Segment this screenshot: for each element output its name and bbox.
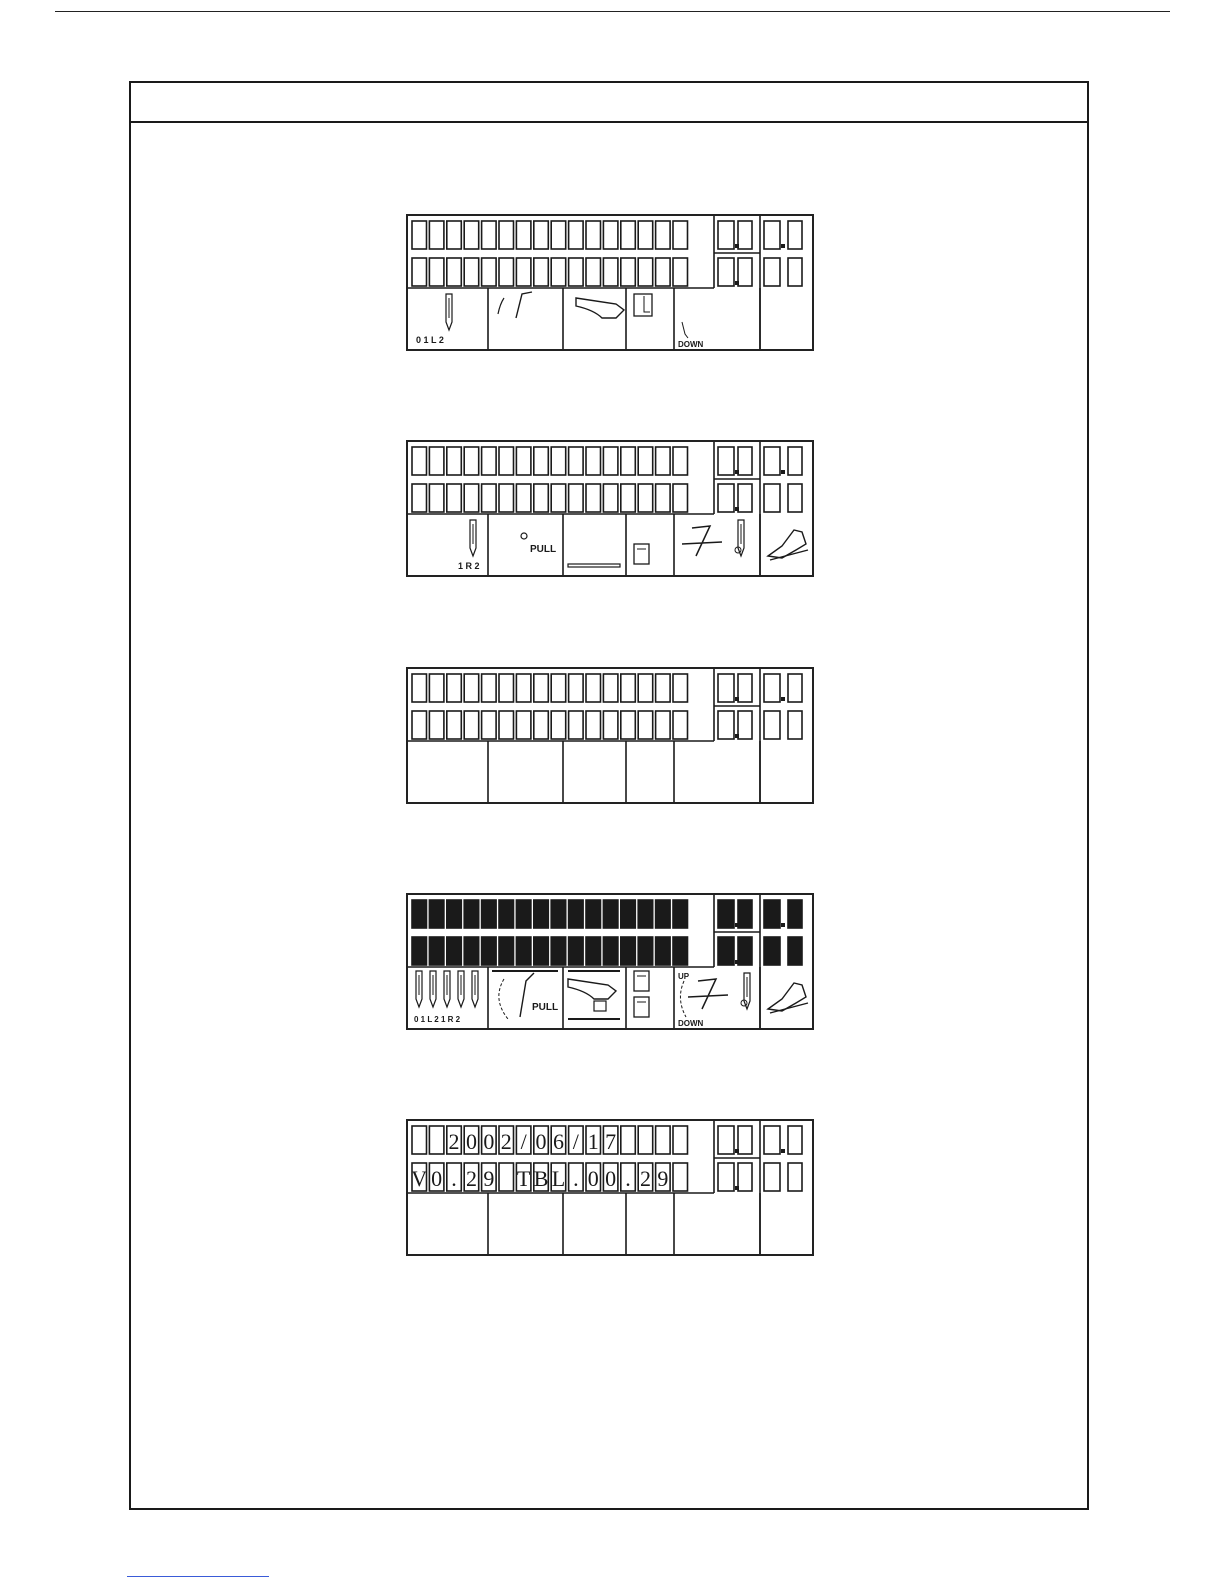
char-cell-r2-c7	[516, 484, 531, 512]
char-cell-r2-c8	[534, 258, 549, 286]
char-cell-r1-c15	[656, 1126, 671, 1154]
char-cell-r1-c10	[569, 900, 584, 928]
char-glyph-r2-c12: 0	[605, 1166, 617, 1191]
decimal-point-r1-d3	[781, 244, 785, 248]
page-top-icon	[634, 971, 649, 991]
top-rule	[55, 11, 1170, 12]
lcd-panel-alternate-icons	[406, 440, 814, 577]
digit-cell-r2-d2	[738, 258, 752, 286]
decimal-point-r1-d3	[781, 470, 785, 474]
char-cell-r1-c12	[603, 900, 618, 928]
char-cell-r1-c14	[638, 1126, 653, 1154]
down-label: DOWN	[678, 1019, 704, 1028]
char-cell-r2-c12	[603, 258, 618, 286]
digit-cell-r2-d4	[788, 937, 802, 965]
char-cell-r1-c2	[429, 900, 444, 928]
presser-foot-icon-shape	[576, 298, 624, 318]
char-cell-r1-c5	[482, 674, 497, 702]
char-cell-r2-c7	[516, 937, 531, 965]
char-cell-r1-c14	[638, 674, 653, 702]
char-cell-r1-c1	[412, 221, 427, 249]
digit-cell-r1-d2	[738, 900, 752, 928]
needle-3-icon	[444, 971, 450, 1007]
char-cell-r1-c12	[603, 674, 618, 702]
char-cell-r1-c7	[516, 447, 531, 475]
thread-cutter-icon-path	[688, 979, 728, 1009]
page-bottom-icon-rect	[634, 997, 649, 1017]
char-cell-r1-c2	[429, 674, 444, 702]
char-cell-r1-c7	[516, 221, 531, 249]
sewing-foot-icon	[768, 530, 808, 560]
needle-2-icon	[430, 971, 436, 1007]
char-glyph-r2-c4: 2	[465, 1166, 477, 1191]
digit-cell-r1-d3	[764, 1126, 780, 1154]
needle-icon	[470, 520, 476, 556]
char-glyph-r1-c8: 0	[535, 1129, 547, 1154]
char-cell-r2-c16	[673, 1163, 688, 1191]
footer-link-underline	[127, 1576, 269, 1577]
char-cell-r1-c11	[586, 900, 601, 928]
char-cell-r1-c13	[621, 447, 636, 475]
digit-cell-r2-d1	[718, 937, 734, 965]
digit-cell-r1-d1	[718, 674, 734, 702]
digit-cell-r2-d2	[738, 711, 752, 739]
char-cell-r2-c9	[551, 937, 566, 965]
tension-arc-2	[516, 292, 532, 318]
char-cell-r2-c11	[586, 711, 601, 739]
char-cell-r2-c2	[429, 711, 444, 739]
sewing-foot-icon-base	[770, 1003, 808, 1013]
decimal-point-r1-d3	[781, 923, 785, 927]
digit-cell-r1-d1	[718, 1126, 734, 1154]
digit-cell-r2-d3	[764, 484, 780, 512]
char-cell-r1-c5	[482, 447, 497, 475]
char-cell-r2-c14	[638, 484, 653, 512]
char-glyph-r1-c10: /	[572, 1129, 579, 1154]
digit-cell-r2-d3	[764, 937, 780, 965]
thread-cutter-icon	[682, 526, 741, 556]
lcd-svg	[408, 1121, 812, 1254]
pull-indicator-icon	[521, 533, 527, 539]
tension-arc-1	[498, 298, 504, 314]
multi-needle-label: 0 1 L 2 1 R 2	[414, 1015, 461, 1024]
char-glyph-r1-c3: 2	[448, 1129, 460, 1154]
page-icon	[634, 544, 649, 564]
char-cell-r2-c12	[603, 484, 618, 512]
char-glyph-r2-c1: V	[411, 1166, 428, 1191]
char-glyph-r2-c3: .	[451, 1166, 457, 1191]
char-cell-r2-c10	[569, 484, 584, 512]
char-cell-r1-c5	[482, 900, 497, 928]
digit-cell-r2-d1	[718, 1163, 734, 1191]
down-arrow-icon	[682, 322, 688, 338]
char-cell-r2-c5	[482, 258, 497, 286]
char-cell-r2-c3	[447, 258, 462, 286]
needle-1-icon	[416, 971, 422, 1007]
char-glyph-r2-c2: 0	[431, 1166, 443, 1191]
digit-cell-r2-d1	[718, 711, 734, 739]
char-cell-r1-c13	[621, 1126, 636, 1154]
foot-plate	[594, 1001, 606, 1011]
char-cell-r1-c14	[638, 900, 653, 928]
char-cell-r2-c4	[464, 937, 479, 965]
char-cell-r2-c14	[638, 937, 653, 965]
char-cell-r1-c11	[586, 221, 601, 249]
char-cell-r1-c9	[551, 674, 566, 702]
char-cell-r2-c11	[586, 484, 601, 512]
char-cell-r1-c11	[586, 674, 601, 702]
stitch-inner	[644, 296, 650, 312]
sewing-foot-icon-shape	[768, 530, 806, 558]
char-cell-r1-c9	[551, 447, 566, 475]
char-cell-r1-c12	[603, 447, 618, 475]
char-cell-r1-c1	[412, 447, 427, 475]
char-cell-r1-c13	[621, 221, 636, 249]
sewing-foot-icon-base	[770, 550, 808, 560]
sewing-foot-icon-shape	[768, 983, 806, 1011]
digit-cell-r2-d4	[788, 711, 802, 739]
char-cell-r1-c10	[569, 221, 584, 249]
needle-5-icon	[472, 971, 478, 1007]
char-cell-r2-c14	[638, 258, 653, 286]
char-glyph-r1-c7: /	[520, 1129, 527, 1154]
char-cell-r2-c3	[447, 937, 462, 965]
needle-position-label: 0 1 L 2	[416, 335, 444, 345]
char-cell-r1-c1	[412, 1126, 427, 1154]
char-cell-r1-c8	[534, 221, 549, 249]
char-cell-r1-c10	[569, 674, 584, 702]
char-glyph-r2-c8: B	[533, 1166, 549, 1191]
digit-cell-r2-d4	[788, 484, 802, 512]
char-cell-r1-c15	[656, 674, 671, 702]
char-cell-r2-c3	[447, 484, 462, 512]
char-cell-r1-c4	[464, 447, 479, 475]
presser-foot-shape-shape	[568, 979, 616, 999]
char-cell-r2-c13	[621, 937, 636, 965]
char-cell-r1-c11	[586, 447, 601, 475]
char-cell-r2-c10	[569, 711, 584, 739]
tension-dashed-arc	[499, 979, 508, 1019]
char-cell-r2-c16	[673, 937, 688, 965]
char-cell-r1-c14	[638, 221, 653, 249]
char-cell-r2-c1	[412, 258, 427, 286]
char-cell-r2-c4	[464, 711, 479, 739]
char-cell-r2-c1	[412, 484, 427, 512]
char-cell-r2-c7	[516, 711, 531, 739]
char-cell-r1-c7	[516, 674, 531, 702]
digit-cell-r1-d4	[788, 221, 802, 249]
char-glyph-r1-c6: 2	[500, 1129, 512, 1154]
char-cell-r1-c15	[656, 221, 671, 249]
char-cell-r2-c3	[447, 711, 462, 739]
pull-label: PULL	[530, 544, 557, 555]
char-glyph-r1-c11: 1	[587, 1129, 599, 1154]
char-cell-r1-c16	[673, 447, 688, 475]
char-glyph-r2-c11: 0	[587, 1166, 599, 1191]
digit-cell-r1-d2	[738, 447, 752, 475]
sewing-foot-icon	[768, 983, 808, 1013]
char-cell-r2-c5	[482, 711, 497, 739]
page-top-icon-rect	[634, 971, 649, 991]
char-cell-r1-c14	[638, 447, 653, 475]
char-glyph-r1-c4: 0	[465, 1129, 477, 1154]
char-cell-r2-c2	[429, 937, 444, 965]
digit-cell-r1-d4	[788, 447, 802, 475]
digit-cell-r1-d4	[788, 1126, 802, 1154]
page-icon-rect	[634, 544, 649, 564]
char-cell-r1-c16	[673, 221, 688, 249]
char-cell-r1-c16	[673, 674, 688, 702]
presser-foot-icon	[576, 298, 624, 318]
digit-cell-r2-d3	[764, 711, 780, 739]
char-glyph-r1-c5: 0	[483, 1129, 495, 1154]
char-cell-r2-c16	[673, 484, 688, 512]
char-cell-r2-c12	[603, 711, 618, 739]
char-cell-r1-c12	[603, 221, 618, 249]
char-cell-r2-c11	[586, 937, 601, 965]
char-cell-r2-c10	[569, 937, 584, 965]
char-cell-r1-c3	[447, 674, 462, 702]
char-cell-r1-c4	[464, 674, 479, 702]
char-cell-r2-c15	[656, 484, 671, 512]
digit-cell-r1-d2	[738, 674, 752, 702]
char-cell-r2-c13	[621, 711, 636, 739]
char-cell-r1-c5	[482, 221, 497, 249]
lcd-panel-version-display	[406, 1119, 814, 1256]
char-cell-r1-c1	[412, 674, 427, 702]
char-cell-r1-c15	[656, 447, 671, 475]
char-cell-r1-c3	[447, 221, 462, 249]
char-cell-r2-c8	[534, 484, 549, 512]
char-cell-r2-c13	[621, 484, 636, 512]
thread-cutter-icon-path	[682, 526, 722, 556]
lcd-panel-all-icons-outline	[406, 214, 814, 351]
char-cell-r1-c6	[499, 674, 514, 702]
char-glyph-r1-c9: 6	[552, 1129, 564, 1154]
char-cell-r2-c15	[656, 258, 671, 286]
decimal-point-r1-d3	[781, 1149, 785, 1153]
char-cell-r2-c4	[464, 258, 479, 286]
digit-cell-r2-d3	[764, 258, 780, 286]
digit-cell-r1-d4	[788, 900, 802, 928]
digit-cell-r1-d3	[764, 900, 780, 928]
char-cell-r2-c2	[429, 484, 444, 512]
char-cell-r1-c8	[534, 447, 549, 475]
char-cell-r1-c15	[656, 900, 671, 928]
char-cell-r2-c6	[499, 258, 514, 286]
digit-cell-r1-d1	[718, 447, 734, 475]
thread-cutter-icon	[688, 979, 747, 1009]
char-cell-r1-c1	[412, 900, 427, 928]
frame-header	[131, 83, 1087, 123]
page-bottom-icon	[634, 997, 649, 1017]
char-cell-r1-c4	[464, 900, 479, 928]
up-down-arc	[680, 981, 686, 1017]
char-cell-r1-c10	[569, 447, 584, 475]
char-cell-r2-c11	[586, 258, 601, 286]
bar-icon	[568, 564, 620, 567]
digit-cell-r2-d2	[738, 937, 752, 965]
char-glyph-r2-c5: 9	[483, 1166, 495, 1191]
lcd-svg	[408, 895, 812, 1028]
char-cell-r2-c1	[412, 937, 427, 965]
lcd-panel-all-segments-on	[406, 893, 814, 1030]
char-cell-r2-c4	[464, 484, 479, 512]
decimal-point-r1-d3	[781, 697, 785, 701]
digit-cell-r2-d4	[788, 258, 802, 286]
char-cell-r2-c12	[603, 937, 618, 965]
digit-cell-r1-d2	[738, 221, 752, 249]
lcd-svg	[408, 669, 812, 802]
char-cell-r1-c16	[673, 900, 688, 928]
char-cell-r1-c13	[621, 674, 636, 702]
digit-cell-r2-d3	[764, 1163, 780, 1191]
stitch-length-icon	[634, 294, 652, 316]
char-cell-r1-c3	[447, 447, 462, 475]
char-glyph-r2-c13: .	[625, 1166, 631, 1191]
char-cell-r2-c6	[499, 711, 514, 739]
lcd-svg	[408, 442, 812, 575]
char-cell-r2-c6	[499, 937, 514, 965]
char-cell-r1-c8	[534, 900, 549, 928]
char-cell-r2-c7	[516, 258, 531, 286]
needle-right-label: 1 R 2	[458, 561, 480, 571]
digit-cell-r1-d2	[738, 1126, 752, 1154]
char-cell-r1-c2	[429, 221, 444, 249]
char-cell-r1-c9	[551, 221, 566, 249]
char-cell-r2-c8	[534, 711, 549, 739]
digit-cell-r2-d1	[718, 484, 734, 512]
char-cell-r2-c15	[656, 937, 671, 965]
digit-cell-r2-d4	[788, 1163, 802, 1191]
char-glyph-r2-c14: 2	[639, 1166, 651, 1191]
char-cell-r2-c13	[621, 258, 636, 286]
char-cell-r1-c6	[499, 900, 514, 928]
char-cell-r2-c9	[551, 484, 566, 512]
digit-cell-r1-d3	[764, 447, 780, 475]
char-cell-r2-c5	[482, 484, 497, 512]
char-glyph-r1-c12: 7	[605, 1129, 617, 1154]
char-glyph-r2-c15: 9	[657, 1166, 669, 1191]
presser-foot-shape	[568, 979, 616, 999]
char-cell-r2-c9	[551, 258, 566, 286]
char-glyph-r2-c10: .	[573, 1166, 579, 1191]
char-cell-r1-c13	[621, 900, 636, 928]
stitch-rect	[634, 294, 652, 316]
lcd-panel-blank	[406, 667, 814, 804]
needle-position-icon	[446, 294, 452, 330]
thread-tension-icon	[498, 292, 532, 318]
char-cell-r2-c10	[569, 258, 584, 286]
char-cell-r2-c9	[551, 711, 566, 739]
down-arrow-curve	[682, 322, 688, 338]
char-glyph-r2-c7: T	[516, 1166, 531, 1191]
char-cell-r1-c8	[534, 674, 549, 702]
char-cell-r2-c6	[499, 484, 514, 512]
pull-label: PULL	[532, 1002, 559, 1013]
digit-cell-r1-d1	[718, 900, 734, 928]
needle-4-icon	[458, 971, 464, 1007]
char-cell-r2-c5	[482, 937, 497, 965]
char-cell-r2-c14	[638, 711, 653, 739]
char-cell-r2-c1	[412, 711, 427, 739]
char-cell-r1-c2	[429, 447, 444, 475]
char-cell-r2-c8	[534, 937, 549, 965]
up-label: UP	[678, 972, 690, 981]
digit-cell-r2-d2	[738, 1163, 752, 1191]
char-cell-r2-c2	[429, 258, 444, 286]
char-cell-r1-c3	[447, 900, 462, 928]
char-cell-r2-c15	[656, 711, 671, 739]
digit-cell-r1-d4	[788, 674, 802, 702]
char-cell-r1-c9	[551, 900, 566, 928]
digit-cell-r2-d2	[738, 484, 752, 512]
char-cell-r2-c6	[499, 1163, 514, 1191]
digit-cell-r1-d3	[764, 674, 780, 702]
digit-cell-r2-d1	[718, 258, 734, 286]
down-label: DOWN	[678, 340, 704, 349]
char-cell-r2-c16	[673, 258, 688, 286]
char-cell-r1-c2	[429, 1126, 444, 1154]
digit-cell-r1-d1	[718, 221, 734, 249]
digit-cell-r1-d3	[764, 221, 780, 249]
char-cell-r1-c16	[673, 1126, 688, 1154]
char-cell-r1-c6	[499, 221, 514, 249]
char-cell-r2-c16	[673, 711, 688, 739]
char-cell-r1-c4	[464, 221, 479, 249]
char-glyph-r2-c9: L	[551, 1166, 566, 1191]
lcd-svg	[408, 216, 812, 349]
char-cell-r1-c6	[499, 447, 514, 475]
char-cell-r1-c7	[516, 900, 531, 928]
